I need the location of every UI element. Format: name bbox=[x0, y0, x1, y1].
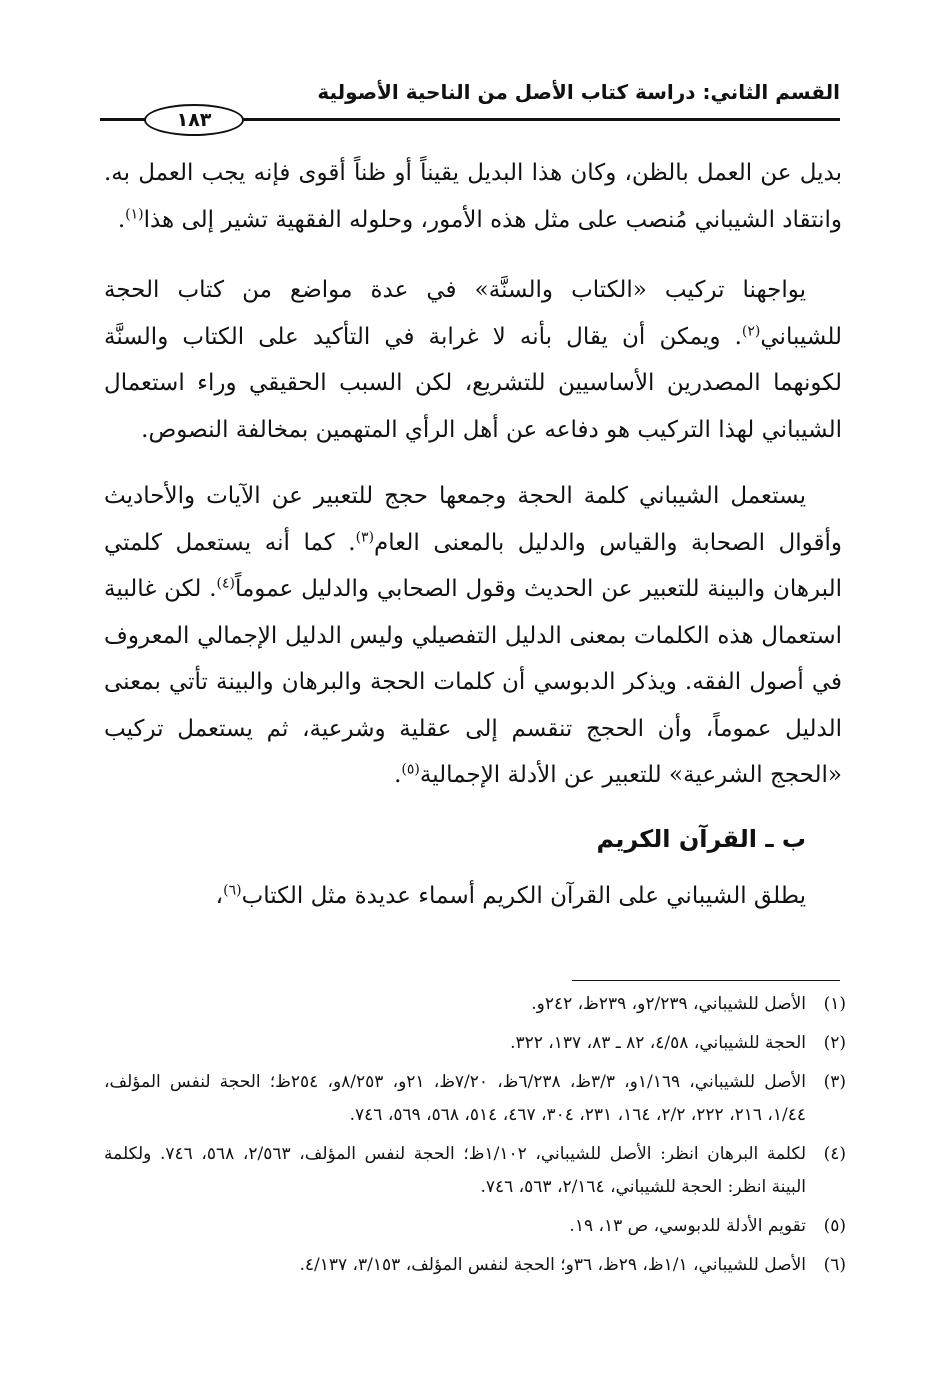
paragraph-2 bbox=[104, 267, 842, 453]
running-header-title: القسم الثاني: دراسة كتاب الأصل من الناحية الأصولية bbox=[317, 80, 840, 104]
footnote-number: (٤) bbox=[823, 1144, 846, 1164]
footnote-text: تقويم الأدلة للدبوسي، ص ١٣، ١٩. bbox=[569, 1216, 806, 1236]
footnote bbox=[104, 1066, 846, 1132]
footnote-number: (١) bbox=[823, 994, 846, 1014]
paragraph-3-end: . bbox=[394, 762, 402, 788]
footnote-ref-1: (١) bbox=[125, 205, 144, 222]
footnote-text: الأصل للشيباني، ١/١ظ، ٢٩ظ، ٣٦و؛ الحجة لنفس المؤلف، ٣/١٥٣، ٤/١٣٧. bbox=[299, 1255, 806, 1275]
footnote-ref-4: (٤) bbox=[216, 575, 235, 592]
paragraph-4 bbox=[104, 873, 842, 920]
paragraph-1-text: بديل عن العمل بالظن، وكان هذا البديل يقيناً أو ظناً أقوى فإنه يجب العمل به. وانتقاد الشيباني مُنصب على مثل هذه الأمور، وحلوله الفقهية تشير إلى هذا bbox=[104, 160, 842, 233]
footnote-text: الأصل للشيباني، ٢/٢٣٩و، ٢٣٩ظ، ٢٤٢و. bbox=[531, 994, 806, 1014]
footnote-text: الأصل للشيباني، ١/١٦٩و، ٣/٣ظ، ٦/٢٣٨ظ، ٧/٢٠ظ، ٢١و، ٨/٢٥٣و، ٢٥٤ظ؛ الحجة لنفس المؤلف، ١/٤٤، ٢١٦، ٢٢٢، ٢/٢، ١٦٤، ٢٣١، ٣٠٤، ٤٦٧، ٥١٤، ٥٦٨، ٥٦٩، ٧٤٦. bbox=[104, 1072, 806, 1125]
paragraph-3-text-a: يستعمل الشيباني كلمة الحجة وجمعها حجج للتعبير عن الآيات والأحاديث وأقوال الصحابة والقياس والدليل بالمعنى العام bbox=[104, 483, 842, 556]
footnote-separator bbox=[572, 980, 840, 981]
footnote bbox=[104, 1138, 846, 1204]
paragraph-4-end: ، bbox=[215, 882, 224, 909]
footnote-ref-6: (٦) bbox=[223, 881, 242, 898]
footnote bbox=[104, 1210, 846, 1243]
footnote bbox=[104, 988, 846, 1021]
footnote-number: (٥) bbox=[823, 1216, 846, 1236]
footnote-text: الحجة للشيباني، ٤/٥٨، ٨٢ ـ ٨٣، ١٣٧، ٣٢٢. bbox=[510, 1033, 806, 1053]
page-number: ١٨٣ bbox=[144, 104, 244, 136]
footnote-ref-3: (٣) bbox=[355, 528, 375, 545]
section-heading: ب ـ القرآن الكريم bbox=[596, 824, 806, 853]
paragraph-3-text-c: . لكن غالبية استعمال هذه الكلمات بمعنى الدليل التفصيلي وليس الدليل الإجمالي المعروف في أصول الفقه. ويذكر الدبوسي أن كلمات الحجة والبرهان والبينة تأتي بمعنى الدليل عموماً، وأن الحجج تنقسم إلى عقلية وشرعية، ثم يستعمل تركيب «الحجج الشرعية» للتعبير عن الأدلة الإجمالية bbox=[104, 576, 842, 788]
paragraph-1 bbox=[104, 150, 842, 243]
footnotes bbox=[104, 988, 846, 1288]
paragraph-2-text-a: يواجهنا تركيب «الكتاب والسنَّة» في عدة مواضع من كتاب الحجة للشيباني bbox=[104, 277, 842, 350]
footnote-number: (٢) bbox=[823, 1033, 846, 1053]
footnote-text: لكلمة البرهان انظر: الأصل للشيباني، ١/١٠٢ظ؛ الحجة لنفس المؤلف، ٢/٥٦٣، ٥٦٨، ٧٤٦. ولكلمة البينة انظر: الحجة للشيباني، ٢/١٦٤، ٥٦٣، ٧٤٦. bbox=[104, 1144, 807, 1197]
footnote bbox=[104, 1027, 846, 1060]
paragraph-3-text-b: . كما أنه يستعمل كلمتي البرهان والبينة للتعبير عن الحديث وقول الصحابي والدليل عموماً bbox=[104, 529, 843, 602]
paragraph-2-text-b: . ويمكن أن يقال بأنه لا غرابة في التأكيد على الكتاب والسنَّة لكونهما المصدرين الأساسيين للتشريع، لكن السبب الحقيقي وراء استعمال الشيباني لهذا التركيب هو دفاعه عن أهل الرأي المتهمين بمخالفة النصوص. bbox=[104, 323, 842, 443]
paragraph-3 bbox=[104, 473, 842, 799]
footnote bbox=[104, 1249, 846, 1282]
main-text bbox=[104, 150, 842, 939]
footnote-number: (٣) bbox=[823, 1072, 846, 1092]
running-header bbox=[100, 72, 840, 132]
footnote-ref-5: (٥) bbox=[401, 761, 420, 778]
footnote-ref-2: (٢) bbox=[741, 322, 761, 339]
paragraph-1-end: . bbox=[117, 206, 126, 233]
paragraph-4-text: يطلق الشيباني على القرآن الكريم أسماء عديدة مثل الكتاب bbox=[241, 882, 806, 909]
footnote-number: (٦) bbox=[823, 1255, 846, 1275]
